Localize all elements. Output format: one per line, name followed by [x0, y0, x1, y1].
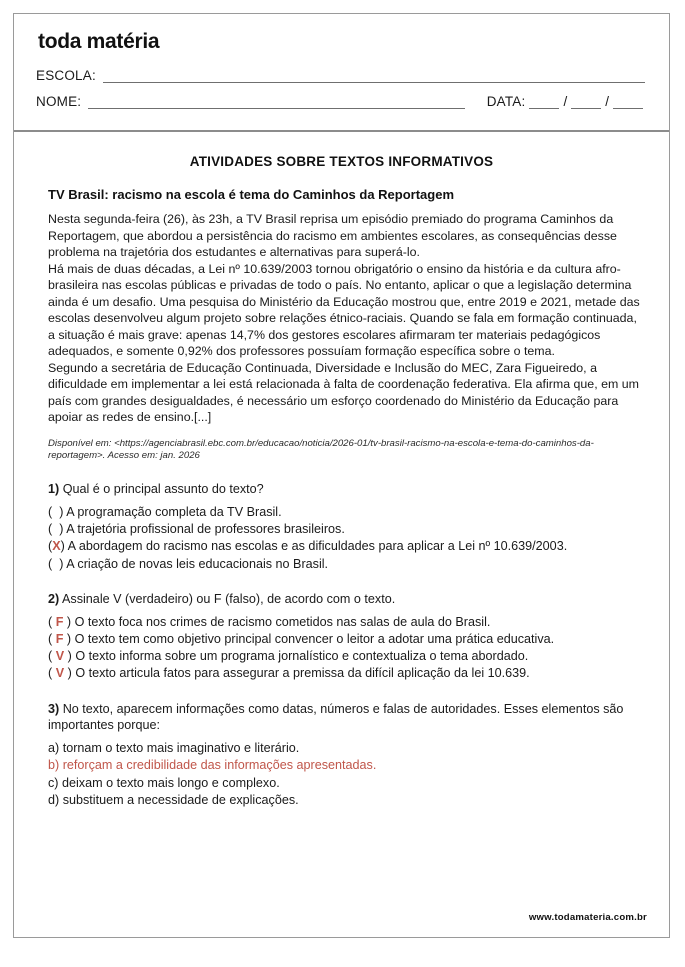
option-mark: V — [55, 649, 65, 664]
option-text: tornam o texto mais imaginativo e literário. — [62, 741, 300, 756]
option-text: A abordagem do racismo nas escolas e as dificuldades para aplicar a Lei nº 10.639/2003. — [67, 539, 568, 554]
question-1-text: Qual é o principal assunto do texto? — [62, 481, 264, 496]
question-2-option[interactable]: ( V ) O texto articula fatos para assegurar a premissa da difícil aplicação da lei 10.639. — [48, 666, 530, 681]
date-separator-2: / — [605, 94, 609, 109]
question-2-option[interactable]: ( V ) O texto informa sobre um programa jornalístico e contextualiza o tema abordado. — [48, 649, 529, 664]
school-input-line[interactable] — [103, 71, 645, 83]
question-1-option[interactable]: ( ) A programação completa da TV Brasil. — [48, 505, 282, 520]
source-citation: Disponível em: <https://agenciabrasil.ebc.com.br/educacao/noticia/2026-01/tv-brasil-racismo-na-escola-e-tema-do-caminhos-da-reportagem>. Acesso em: jan. 2026 — [48, 437, 594, 462]
option-text: substituem a necessidade de explicações. — [62, 792, 299, 807]
option-mark: F — [55, 615, 64, 630]
question-3 — [38, 701, 645, 809]
option-mark: X — [52, 539, 61, 554]
question-1-option[interactable]: (X) A abordagem do racismo nas escolas e as dificuldades para aplicar a Lei nº 10.639/2003. — [48, 539, 568, 554]
question-1-option[interactable]: ( ) A criação de novas leis educacionais no Brasil. — [48, 556, 329, 571]
worksheet-page — [13, 13, 670, 938]
question-3-text: No texto, aparecem informações como datas, números e falas de autoridades. Esses elementos são importantes porque: — [48, 701, 624, 732]
name-date-field-row — [36, 94, 647, 109]
option-text: A programação completa da TV Brasil. — [66, 505, 282, 520]
date-separator-1: / — [563, 94, 568, 109]
question-1-option[interactable]: ( ) A trajetória profissional de professores brasileiros. — [48, 522, 345, 537]
question-3-option-selected[interactable] — [48, 757, 645, 774]
school-label: ESCOLA: — [36, 68, 96, 83]
article-paragraph: Segundo a secretária de Educação Continuada, Diversidade e Inclusão do MEC, Zara Figueiredo, a dificuldade em implementar a lei está relacionada à falta de coordenação federativa. Ela afirma que, em um país com grandes desigualdades, é necessário um esforço coordenado do Ministério da Educação para apoiar as redes de ensino.[...] — [48, 360, 639, 424]
question-1 — [38, 481, 645, 573]
option-text: O texto tem como objetivo principal convencer o leitor a adotar uma prática educativa. — [74, 632, 555, 647]
question-2-number: 2) — [48, 591, 60, 606]
worksheet-header — [14, 14, 669, 132]
option-text: A trajetória profissional de professores brasileiros. — [66, 522, 345, 537]
article-body — [38, 211, 645, 426]
page-title: ATIVIDADES SOBRE TEXTOS INFORMATIVOS — [189, 154, 494, 169]
brand-logo: toda matéria — [38, 30, 160, 53]
option-mark: V — [55, 666, 65, 681]
option-mark: F — [55, 632, 64, 647]
question-2-option[interactable]: ( F ) O texto foca nos crimes de racismo cometidos nas salas de aula do Brasil. — [48, 615, 491, 630]
option-text: A criação de novas leis educacionais no Brasil. — [66, 556, 329, 571]
date-day-blank[interactable] — [529, 97, 559, 109]
date-year-blank[interactable] — [613, 97, 643, 109]
option-letter: d) — [48, 792, 60, 807]
question-2-option[interactable]: ( F ) O texto tem como objetivo principal convencer o leitor a adotar uma prática educativa. — [48, 632, 555, 647]
date-field-group — [487, 94, 647, 109]
question-2 — [38, 591, 645, 683]
article-paragraph: Há mais de duas décadas, a Lei nº 10.639/2003 tornou obrigatório o ensino da história e da cultura afro-brasileira nas escolas públicas e privadas de todo o país. No entanto, aplicar o que a legislação determina ainda é um desafio. Uma pesquisa do Ministério da Educação mostrou que, entre 2019 e 2021, metade das escolas desenvolveu algum projeto sobre relações étnico-raciais. Quando se fala em formação continuada, a situação é mais grave: apenas 14,7% dos gestores escolares afirmaram ter materiais pedagógicos adequados, e somente 0,92% dos professores possuíam formação específica sobre o tema. — [48, 261, 640, 358]
name-label: NOME: — [36, 94, 82, 109]
date-month-blank[interactable] — [571, 97, 601, 109]
footer-url: www.todamateria.com.br — [528, 912, 647, 923]
question-1-number: 1) — [48, 481, 60, 496]
question-1-prompt — [48, 481, 645, 497]
question-2-text: Assinale V (verdadeiro) ou F (falso), de acordo com o texto. — [62, 591, 396, 606]
option-text: O texto articula fatos para assegurar a premissa da difícil aplicação da lei 10.639. — [75, 666, 530, 681]
date-label: DATA: — [486, 94, 526, 109]
question-3-number: 3) — [48, 701, 60, 716]
question-3-option[interactable] — [48, 792, 645, 809]
name-input-line[interactable] — [88, 97, 464, 109]
question-2-prompt — [48, 591, 645, 607]
option-letter: a) — [48, 741, 60, 756]
option-letter: c) — [48, 775, 59, 790]
option-text: reforçam a credibilidade das informações apresentadas. — [62, 758, 377, 773]
question-3-option[interactable] — [48, 775, 645, 792]
school-field-row — [36, 68, 647, 83]
option-text: O texto foca nos crimes de racismo cometidos nas salas de aula do Brasil. — [74, 615, 491, 630]
article-paragraph: Nesta segunda-feira (26), às 23h, a TV Brasil reprisa um episódio premiado do programa Caminhos da Reportagem, que abordou a persistência do racismo em ambientes escolares, as consequências desse problema na trajetória dos estudantes e alternativas para superá-lo. — [48, 212, 617, 259]
option-letter: b) — [48, 758, 60, 773]
question-3-prompt — [48, 701, 645, 734]
question-3-option[interactable] — [48, 740, 645, 757]
option-text: deixam o texto mais longo e complexo. — [62, 775, 280, 790]
worksheet-content — [14, 132, 669, 809]
article-title: TV Brasil: racismo na escola é tema do Caminhos da Reportagem — [48, 187, 455, 202]
option-text: O texto informa sobre um programa jornalístico e contextualiza o tema abordado. — [75, 649, 529, 664]
